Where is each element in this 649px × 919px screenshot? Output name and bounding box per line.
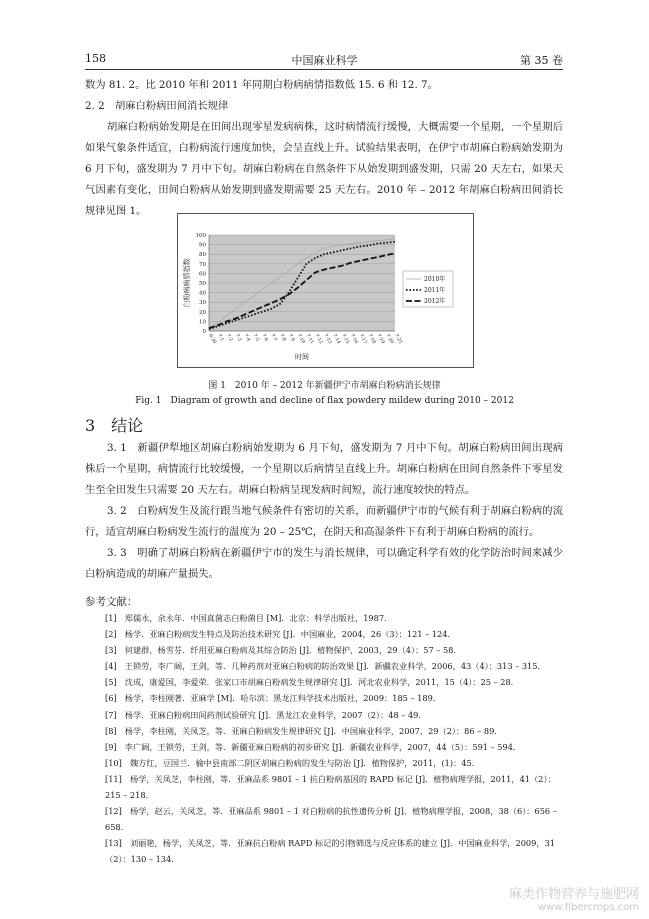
x-tick-label: 7-4 bbox=[242, 333, 251, 343]
y-tick-label: 30 bbox=[199, 300, 206, 307]
y-tick-label: 10 bbox=[199, 319, 206, 326]
x-tick-label: 7-13 bbox=[322, 333, 332, 345]
reference-item: [8] 杨学，李柱刚，关凤芝，等．亚麻白粉病发生规律研究 [J]．中国麻业科学，2007，29（2）：86 – 89. bbox=[105, 725, 497, 736]
x-tick-label: 7-2 bbox=[224, 333, 234, 343]
x-tick-label: 7-10 bbox=[295, 333, 306, 345]
volume-label: 第 35 卷 bbox=[520, 54, 563, 67]
paragraph-2-2: 胡麻白粉病始发期是在田间出现零星发病病株，这时病情流行缓慢，大概需要一个星期，一个星期后如果气象条件适宜，白粉病流行速度加快，会呈直线上升。试验结果表明，在伊宁市胡麻白粉病始发期为 6 月下旬，盛发期为 7 月中下旬。胡麻白粉病在自然条件下从始发期到盛发期，只需 20 天左右，如果天气因素有变化，田间白粉病从始发期到盛发期需要 25 天左右。2010 年 – 2012 年胡麻白粉病田间消长规律见图 1。 bbox=[85, 121, 563, 217]
x-tick-label: 7-15 bbox=[340, 333, 350, 345]
page-number: 158 bbox=[85, 52, 106, 65]
figure-caption-en: Fig. 1 Diagram of growth and decline of flax powdery mildew during 2010 – 2012 bbox=[135, 396, 514, 406]
x-tick-label: 7-12 bbox=[313, 333, 324, 345]
references-list bbox=[105, 610, 565, 868]
x-tick-label: 7-8 bbox=[278, 333, 287, 343]
y-tick-label: 60 bbox=[199, 271, 206, 278]
x-tick-label: 7-21 bbox=[393, 333, 403, 345]
x-tick-label: 7-3 bbox=[233, 333, 242, 343]
reference-item: [10] 魏方红，豆国兰．榆中县南部二阴区胡麻白粉病的发生与防治 [J]．植物保护，2011，(1)：45. bbox=[105, 757, 475, 768]
x-tick-label: 7-17 bbox=[357, 333, 368, 345]
chart-svg bbox=[177, 213, 474, 368]
reference-item: [9] 李广阔，王锁劳，王剑，等．新疆亚麻白粉病的初步研究 [J]．新疆农业科学，2007，44（5）：591 – 594. bbox=[105, 741, 516, 752]
journal-title: 中国麻业科学 bbox=[291, 54, 358, 67]
x-tick-label: 6-30 bbox=[207, 333, 217, 345]
y-tick-label: 90 bbox=[199, 242, 206, 249]
figure-1-chart bbox=[177, 213, 474, 368]
reference-item: [3] 何建群，杨雪芬．纤用亚麻白粉病及其综合防治 [J]．植物保护，2003，29（4）：57 – 58. bbox=[105, 645, 456, 656]
conclusion-3-3: 3. 3 明确了胡麻白粉病在新疆伊宁市的发生与消长规律，可以确定科学有效的化学防治时间来减少白粉病造成的胡麻产量损失。 bbox=[85, 547, 563, 580]
section-3-heading: 3 结论 bbox=[85, 416, 144, 435]
legend-label: 2012年 bbox=[424, 298, 446, 306]
continued-line: 数为 81. 2。比 2010 年和 2011 年同期白粉病病情指数低 15. 6 和 12. 7。 bbox=[85, 79, 438, 91]
site-watermark bbox=[509, 883, 639, 913]
y-tick-label: 80 bbox=[199, 252, 206, 259]
reference-item: [5] 沈成，康爱国，李爱荣．张家口市胡麻白粉病发生规律研究 [J]．河北农业科学，2011，15（4）：25 – 28. bbox=[105, 677, 514, 688]
x-tick-label: 7-14 bbox=[331, 333, 341, 345]
legend-label: 2010年 bbox=[424, 276, 446, 284]
x-tick-label: 7-5 bbox=[251, 333, 260, 343]
x-tick-label: 7-20 bbox=[384, 333, 394, 345]
x-tick-label: 7-11 bbox=[304, 333, 315, 345]
reference-item: [13] 刘丽艳，杨学，关凤芝，等．亚麻抗白粉病 RAPD 标记的引物筛选与反应体系的建立 [J]．中国麻业科学，2009，31（2）：130 – 134. bbox=[105, 838, 555, 865]
conclusions bbox=[85, 438, 563, 585]
x-tick-label: 7-19 bbox=[375, 333, 386, 345]
y-tick-label: 20 bbox=[199, 309, 206, 316]
conclusion-3-1: 3. 1 新疆伊犁地区胡麻白粉病始发期为 6 月下旬，盛发期为 7 月中下旬。胡麻白粉病田间出现病株后一个星期，病情流行比较缓慢，一个星期以后病情呈直线上升。胡麻白粉病在田间自然条件下零星发生至全田发生只需要 20 天左右。胡麻白粉病呈现发病时间短，流行速度较快的特点。 bbox=[85, 442, 563, 496]
reference-item: [6] 杨学，李柱刚著．亚麻学 [M]．哈尔滨：黑龙江科学技术出版社，2009：185 – 189. bbox=[105, 693, 436, 704]
reference-item: [1] 郑儒永，余永年．中国真菌志白粉菌目 [M]．北京：科学出版社，1987. bbox=[105, 613, 387, 623]
x-tick-label: 7-18 bbox=[366, 333, 377, 345]
header-rule bbox=[85, 69, 563, 70]
body-text-top bbox=[85, 75, 563, 222]
x-tick-label: 7-9 bbox=[286, 333, 296, 343]
x-tick-label: 7-16 bbox=[348, 333, 359, 345]
y-tick-label: 50 bbox=[199, 281, 206, 287]
legend-label: 2011年 bbox=[424, 287, 446, 295]
references-title: 参考文献： bbox=[85, 596, 138, 608]
x-tick-label: 7-6 bbox=[260, 333, 269, 343]
conclusion-3-2: 3. 2 白粉病发生及流行跟当地气候条件有密切的关系，而新疆伊宁市的气候有利于胡麻白粉病的流行，适宜胡麻白粉病发生流行的温度为 20 – 25℃，在阴天和高湿条件下有利于胡麻白粉病的流行。 bbox=[85, 505, 563, 538]
x-tick-label: 7-1 bbox=[216, 333, 225, 343]
reference-item: [4] 王锁劳，李广阔，王剑，等．几种药剂对亚麻白粉病的防治效果 [J]．新疆农业科学，2006，43（4）：313 – 315. bbox=[105, 661, 541, 672]
x-axis-label: 时间 bbox=[295, 353, 309, 361]
reference-item: [11] 杨学，关凤芝，李柱刚，等．亚麻品系 9801 – 1 抗白粉病基因的 RAPD 标记 [J]．植物病理学报，2011，41（2）：215 – 218. bbox=[105, 773, 556, 801]
reference-item: [2] 杨学．亚麻白粉病发生特点及防治技术研究 [J]．中国麻业，2004，26（3）：121 – 124. bbox=[105, 629, 451, 640]
y-tick-label: 0 bbox=[202, 329, 206, 335]
watermark-title: 麻类作物营养与施肥网 bbox=[508, 887, 639, 902]
y-tick-label: 40 bbox=[199, 290, 206, 297]
y-axis-label: 白粉病病情指数 bbox=[183, 258, 191, 308]
reference-item: [12] 杨学，赵云，关凤芝，等．亚麻品系 9801 – 1 对白粉病的抗性遗传分析 [J]．植物病理学报，2008，38（6）：656 – 658. bbox=[105, 806, 557, 833]
y-tick-label: 70 bbox=[199, 261, 206, 268]
y-tick-label: 100 bbox=[195, 233, 206, 239]
x-tick-label: 7-7 bbox=[269, 333, 278, 343]
figure-caption-cn: 图 1 2010 年 – 2012 年新疆伊宁市胡麻白粉病消长规律 bbox=[208, 381, 441, 391]
reference-item: [7] 杨学．亚麻白粉病田间药剂试验研究 [J]．黑龙江农业科学，2007（2）：48 – 49. bbox=[105, 709, 421, 720]
section-2-2-heading: 2. 2 胡麻白粉病田间消长规律 bbox=[85, 100, 229, 112]
watermark-url: www.fibercrops.com bbox=[537, 902, 639, 913]
